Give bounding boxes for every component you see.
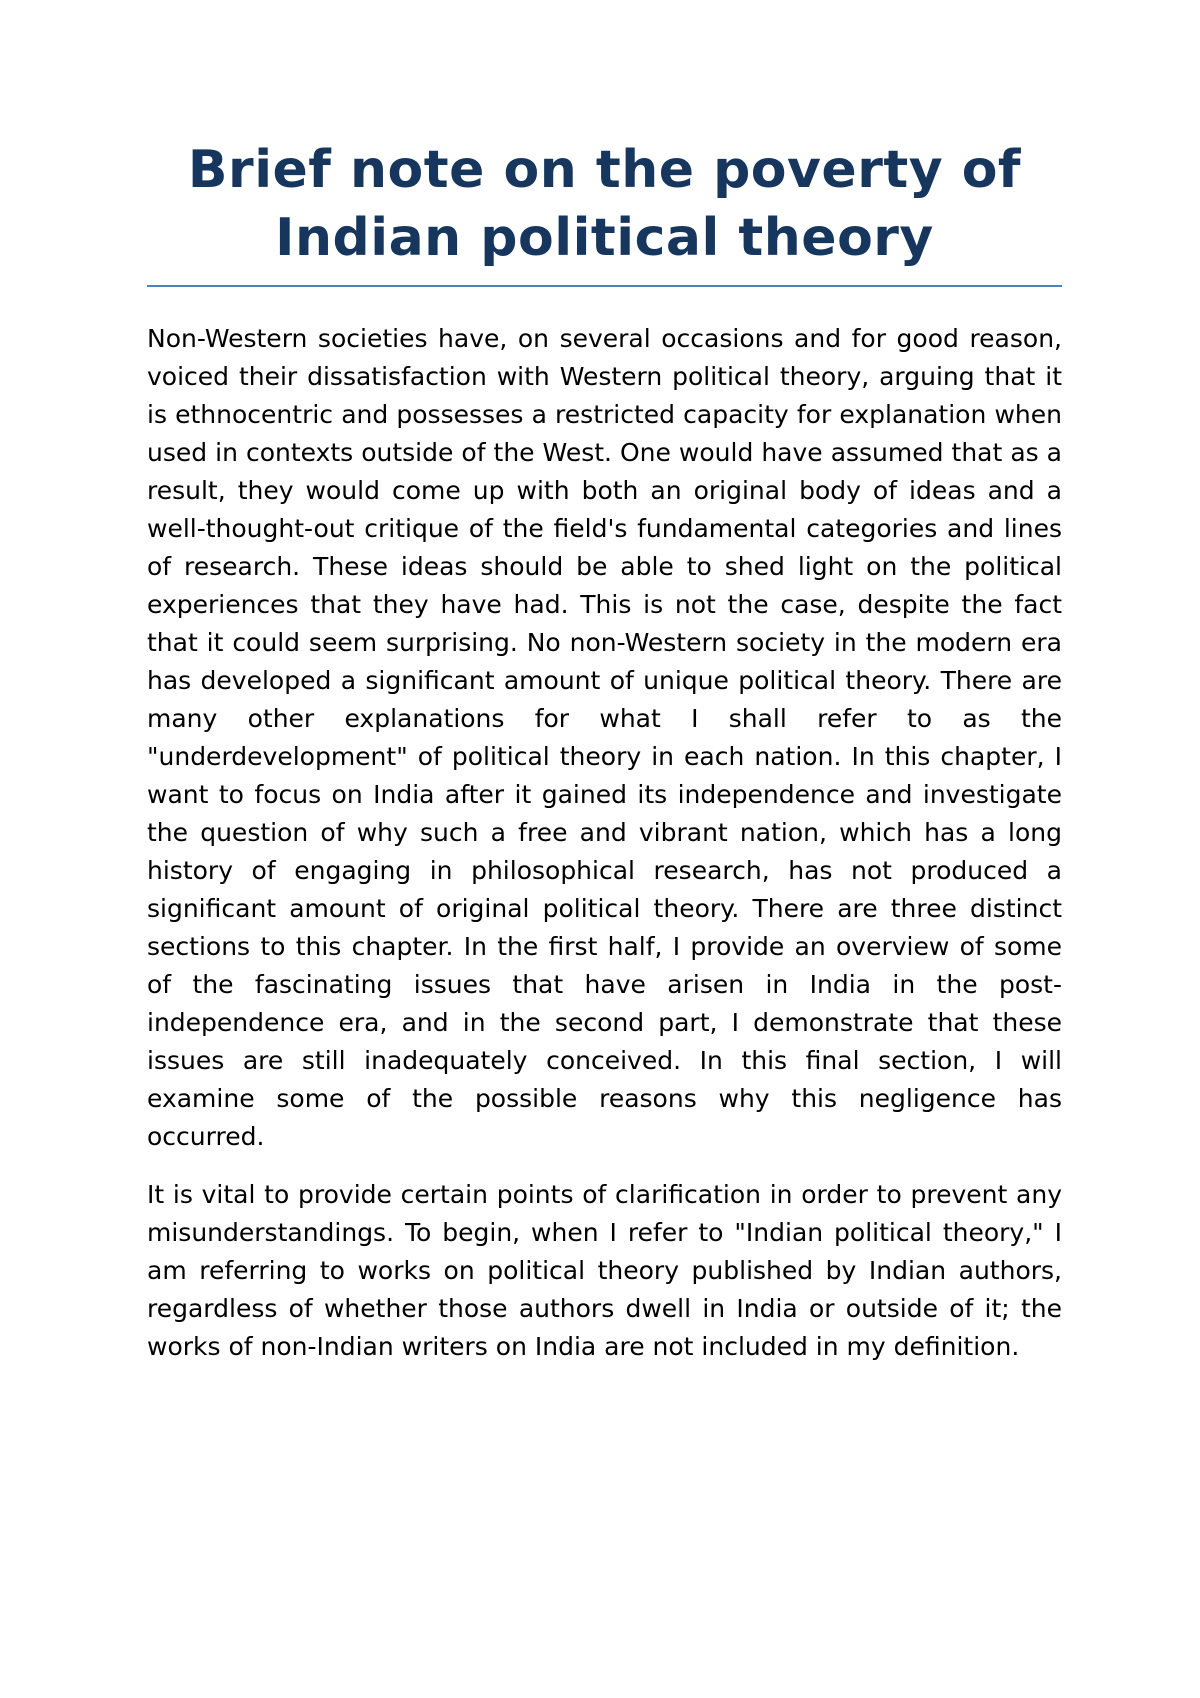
title-line-2: Indian political theory — [275, 208, 934, 268]
document-page — [147, 136, 1062, 1366]
paragraph-2: It is vital to provide certain points of clarification in order to prevent any misunderstandings. To begin, when I refer to "Indian political theory," I am referring to works on political theory published by Indian authors, regardless of whether those authors dwell in India or outside of it; the works of non-Indian writers on India are not included in my definition. — [147, 1180, 1062, 1361]
paragraph-1: Non-Western societies have, on several occasions and for good reason, voiced their dissatisfaction with Western political theory, arguing that it is ethnocentric and possesses a restricted capacity for explanation when used in contexts outside of the West. One would have assumed that as a result, they would come up with both an original body of ideas and a well-thought-out critique of the field's fundamental categories and lines of research. These ideas should be able to shed light on the political experiences that they have had. This is not the case, despite the fact that it could seem surprising. No non-Western society in the modern era has developed a significant amount of unique political theory. There are many other explanations for what I shall refer to as the "underdevelopment" of political theory in each nation. In this chapter, I want to focus on India after it gained its independence and investigate the question of why such a free and vibrant nation, which has a long history of engaging in philosophical research, has not produced a significant amount of original political theory. There are three distinct sections to this chapter. In the first half, I provide an overview of some of the fascinating issues that have arisen in India in the post-independence era, and in the second part, I demonstrate that these issues are still inadequately conceived. In this final section, I will examine some of the possible reasons why this negligence has occurred. — [147, 324, 1062, 1151]
title-line-1: Brief note on the poverty of — [187, 140, 1022, 200]
document-title — [147, 136, 1062, 287]
